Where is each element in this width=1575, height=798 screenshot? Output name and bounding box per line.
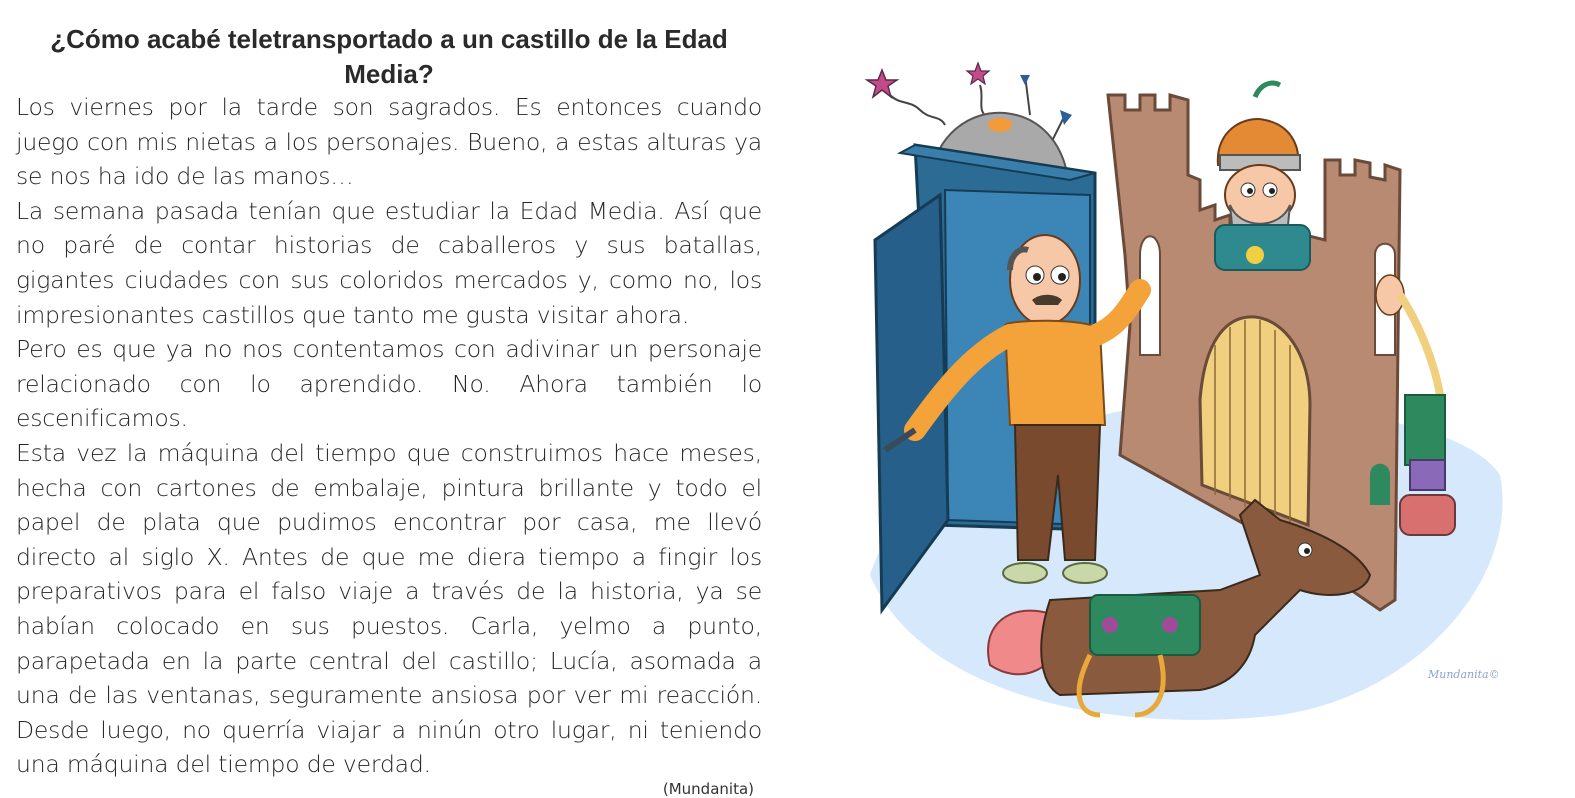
- author-signature: (Mundanita): [662, 779, 754, 798]
- artist-signature: Mundanita©: [1428, 668, 1500, 681]
- article-title: ¿Cómo acabé teletransportado a un castillo de la Edad Media?: [50, 24, 728, 89]
- paragraph-2: La semana pasada tenían que estudiar la Edad Media. Así que no paré de contar historias de caballeros y sus batallas, gigantes ciudades con sus coloridos mercados y, como no, los impresionantes castillos que tanto me gusta visitar ahora.: [16, 196, 762, 329]
- article: [16, 22, 762, 798]
- knight-child: [1215, 83, 1310, 270]
- paragraph-3: Pero es que ya no nos contentamos con adivinar un personaje relacionado con lo aprendido. No. Ahora también lo escenificamos.: [16, 335, 762, 433]
- illustration: [860, 55, 1510, 745]
- paragraph-1: Los viernes por la tarde son sagrados. Es entonces cuando juego con mis nietas a los personajes. Bueno, a estas alturas ya se nos ha ido de las manos…: [16, 93, 762, 191]
- paragraph-4: Esta vez la máquina del tiempo que construimos hace meses, hecha con cartones de embalaje, pintura brillante y todo el papel de plata que pudimos encontrar por casa, me llevó directo al siglo X. Antes de que me diera tiempo a fingir los preparativos para el falso viaje a través de la historia, ya se habían colocado en sus puestos. Carla, yelmo a punto, parapetada en la parte central del castillo; Lucía, asomada a una de las ventanas, seguramente ansiosa por ver mi reacción. Desde luego, no querría viajar a ninún otro lugar, ni teniendo una máquina del tiempo de verdad.: [16, 438, 762, 779]
